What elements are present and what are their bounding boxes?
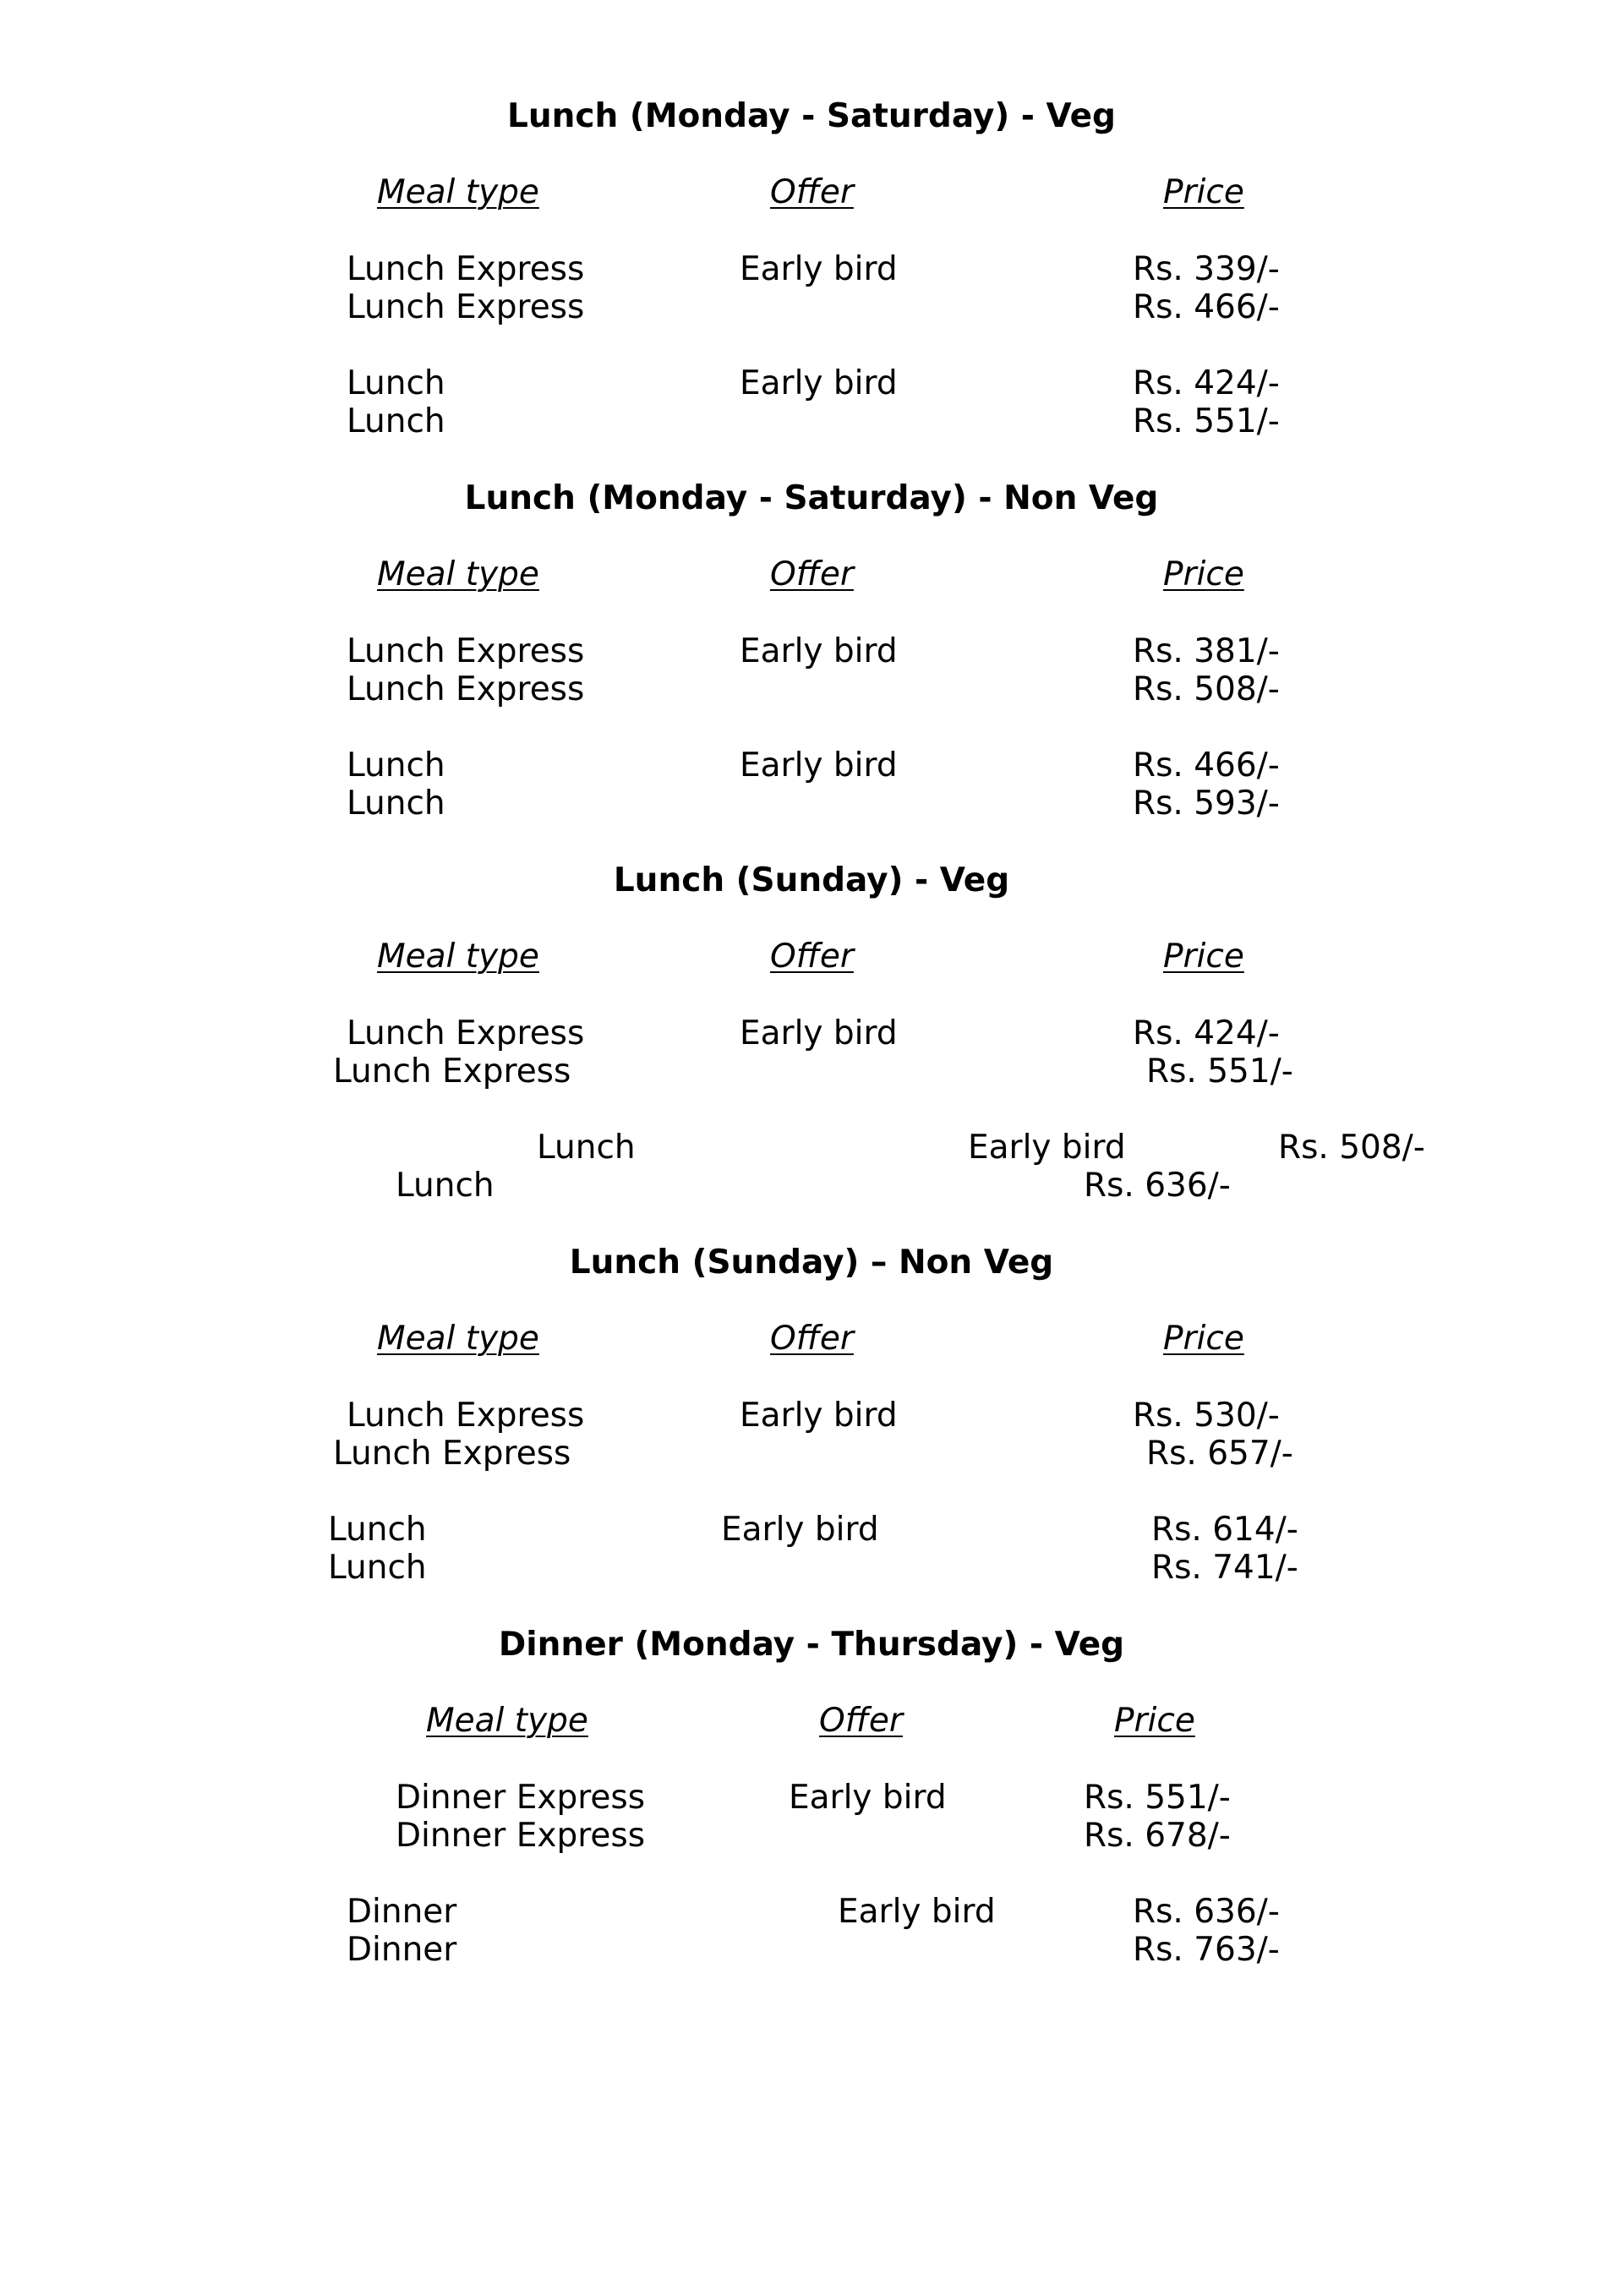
price-cell: Rs. 381/- xyxy=(1133,632,1280,670)
price-cell: Rs. 424/- xyxy=(1133,1014,1280,1052)
meal-type-cell: Lunch Express xyxy=(333,1435,571,1473)
meal-type-cell: Lunch Express xyxy=(347,1397,585,1435)
price-header: Price xyxy=(1114,1702,1195,1740)
meal-type-cell: Lunch Express xyxy=(347,288,585,326)
section-title: Lunch (Monday - Saturday) - Non Veg xyxy=(464,479,1159,517)
meal-type-cell: Lunch Express xyxy=(333,1052,571,1091)
price-cell: Rs. 424/- xyxy=(1133,364,1280,402)
offer-cell: Early bird xyxy=(838,1893,996,1931)
offer-header: Offer xyxy=(770,1320,854,1358)
meal-type-cell: Lunch Express xyxy=(347,1014,585,1052)
offer-cell: Early bird xyxy=(740,250,898,288)
meal-type-cell: Lunch xyxy=(537,1129,636,1167)
meal-type-cell: Lunch xyxy=(396,1167,495,1205)
offer-cell: Early bird xyxy=(721,1511,879,1549)
offer-cell: Early bird xyxy=(968,1129,1126,1167)
price-cell: Rs. 614/- xyxy=(1151,1511,1298,1549)
price-cell: Rs. 339/- xyxy=(1133,250,1280,288)
meal-type-cell: Lunch xyxy=(347,746,445,784)
price-cell: Rs. 763/- xyxy=(1133,1931,1280,1969)
price-cell: Rs. 466/- xyxy=(1133,746,1280,784)
meal-type-header: Meal type xyxy=(377,173,539,211)
meal-type-header: Meal type xyxy=(426,1702,588,1740)
section-title: Lunch (Sunday) – Non Veg xyxy=(569,1244,1054,1282)
meal-type-header: Meal type xyxy=(377,938,539,976)
price-cell: Rs. 508/- xyxy=(1133,670,1280,708)
price-cell: Rs. 508/- xyxy=(1278,1129,1425,1167)
offer-cell: Early bird xyxy=(740,1014,898,1052)
meal-type-cell: Lunch xyxy=(328,1549,427,1587)
meal-type-cell: Lunch xyxy=(328,1511,427,1549)
meal-type-header: Meal type xyxy=(377,1320,539,1358)
offer-cell: Early bird xyxy=(740,746,898,784)
offer-cell: Early bird xyxy=(789,1779,947,1817)
meal-type-cell: Lunch Express xyxy=(347,670,585,708)
offer-cell: Early bird xyxy=(740,632,898,670)
offer-header: Offer xyxy=(770,173,854,211)
meal-type-cell: Dinner Express xyxy=(396,1817,646,1855)
price-header: Price xyxy=(1163,1320,1244,1358)
price-cell: Rs. 466/- xyxy=(1133,288,1280,326)
meal-type-cell: Dinner Express xyxy=(396,1779,646,1817)
offer-header: Offer xyxy=(819,1702,903,1740)
offer-header: Offer xyxy=(770,555,854,593)
offer-cell: Early bird xyxy=(740,1397,898,1435)
meal-type-cell: Lunch xyxy=(347,402,445,440)
meal-type-cell: Dinner xyxy=(347,1893,457,1931)
price-cell: Rs. 636/- xyxy=(1084,1167,1231,1205)
price-cell: Rs. 636/- xyxy=(1133,1893,1280,1931)
section-title: Dinner (Monday - Thursday) - Veg xyxy=(498,1626,1125,1664)
price-header: Price xyxy=(1163,173,1244,211)
section-title: Lunch (Monday - Saturday) - Veg xyxy=(507,97,1116,135)
meal-type-cell: Lunch xyxy=(347,784,445,823)
price-cell: Rs. 657/- xyxy=(1146,1435,1293,1473)
meal-type-cell: Lunch Express xyxy=(347,250,585,288)
price-cell: Rs. 593/- xyxy=(1133,784,1280,823)
meal-type-cell: Dinner xyxy=(347,1931,457,1969)
price-cell: Rs. 551/- xyxy=(1133,402,1280,440)
price-header: Price xyxy=(1163,938,1244,976)
meal-type-header: Meal type xyxy=(377,555,539,593)
meal-type-cell: Lunch Express xyxy=(347,632,585,670)
price-cell: Rs. 530/- xyxy=(1133,1397,1280,1435)
meal-type-cell: Lunch xyxy=(347,364,445,402)
offer-header: Offer xyxy=(770,938,854,976)
section-title: Lunch (Sunday) - Veg xyxy=(613,861,1010,899)
price-header: Price xyxy=(1163,555,1244,593)
price-cell: Rs. 678/- xyxy=(1084,1817,1231,1855)
offer-cell: Early bird xyxy=(740,364,898,402)
price-cell: Rs. 551/- xyxy=(1084,1779,1231,1817)
price-cell: Rs. 551/- xyxy=(1146,1052,1293,1091)
price-cell: Rs. 741/- xyxy=(1151,1549,1298,1587)
